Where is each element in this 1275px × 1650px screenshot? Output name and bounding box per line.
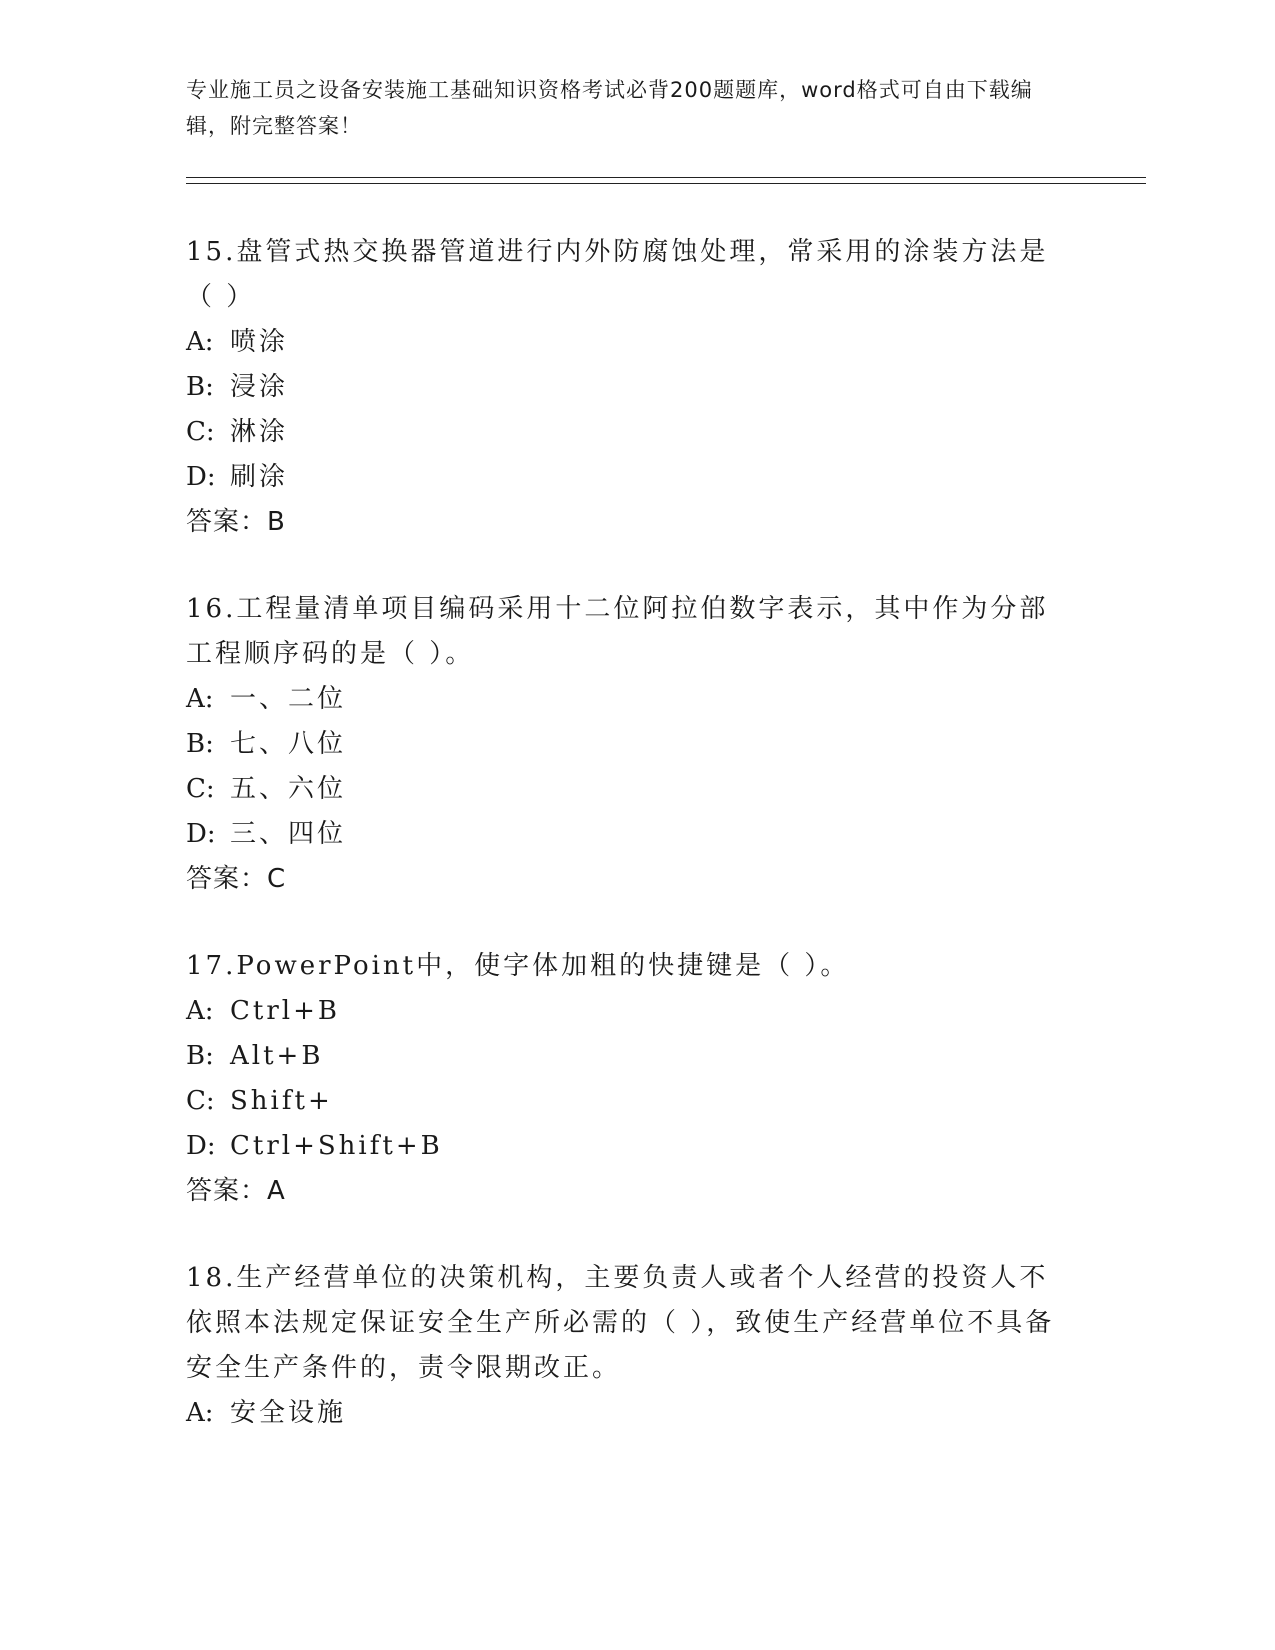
- question-16: [186, 587, 1066, 902]
- option-key: A:: [186, 327, 214, 357]
- option-text: 刷涂: [230, 462, 289, 492]
- question-17: [186, 944, 1066, 1214]
- answer-line: 答案：B: [186, 507, 286, 537]
- option-key: D:: [186, 1131, 216, 1161]
- question-15: [186, 230, 1066, 545]
- option-a: [186, 320, 1066, 365]
- option-text: 安全设施: [230, 1398, 347, 1428]
- option-key: A:: [186, 684, 214, 714]
- option-key: D:: [186, 819, 216, 849]
- option-text: 三、四位: [230, 819, 347, 849]
- question-stem: 17.PowerPoint中，使字体加粗的快捷键是（ ）。: [186, 951, 850, 981]
- question-18: [186, 1256, 1066, 1436]
- option-a: [186, 989, 1066, 1034]
- option-key: B:: [186, 372, 214, 402]
- option-d: [186, 1124, 1066, 1169]
- question-stem: 16.工程量清单项目编码采用十二位阿拉伯数字表示，其中作为分部工程顺序码的是（ ）。: [186, 594, 1049, 669]
- option-key: C:: [186, 774, 215, 804]
- document-header: [186, 72, 1066, 144]
- answer-line: 答案：A: [186, 1176, 286, 1206]
- option-key: C:: [186, 417, 215, 447]
- option-b: [186, 365, 1066, 410]
- option-text: Shift+: [230, 1086, 333, 1116]
- option-key: D:: [186, 462, 216, 492]
- option-b: [186, 722, 1066, 767]
- option-text: 浸涂: [230, 372, 289, 402]
- option-key: B:: [186, 1041, 214, 1071]
- option-a: [186, 1391, 1066, 1436]
- option-text: Alt+B: [230, 1041, 324, 1071]
- option-key: C:: [186, 1086, 215, 1116]
- answer-line: 答案：C: [186, 864, 287, 894]
- option-text: 淋涂: [230, 417, 289, 447]
- option-text: 五、六位: [230, 774, 347, 804]
- option-key: B:: [186, 729, 214, 759]
- document-title: 专业施工员之设备安装施工基础知识资格考试必背200题题库，word格式可自由下载编辑，附完整答案！: [186, 78, 1033, 138]
- header-divider-bottom: [186, 183, 1146, 184]
- header-divider-top: [186, 177, 1146, 178]
- option-text: 喷涂: [230, 327, 289, 357]
- option-text: Ctrl+B: [230, 996, 340, 1026]
- option-a: [186, 677, 1066, 722]
- option-c: [186, 1079, 1066, 1124]
- option-key: A:: [186, 996, 214, 1026]
- option-b: [186, 1034, 1066, 1079]
- option-key: A:: [186, 1398, 214, 1428]
- option-d: [186, 455, 1066, 500]
- option-d: [186, 812, 1066, 857]
- option-text: 一、二位: [230, 684, 347, 714]
- question-stem: 18.生产经营单位的决策机构，主要负责人或者个人经营的投资人不依照本法规定保证安全生产所必需的（ ），致使生产经营单位不具备安全生产条件的，责令限期改正。: [186, 1263, 1055, 1383]
- option-text: 七、八位: [230, 729, 347, 759]
- option-c: [186, 767, 1066, 812]
- option-c: [186, 410, 1066, 455]
- question-list: [186, 230, 1066, 1478]
- question-stem: 15.盘管式热交换器管道进行内外防腐蚀处理，常采用的涂装方法是（ ）: [186, 237, 1049, 312]
- option-text: Ctrl+Shift+B: [230, 1131, 443, 1161]
